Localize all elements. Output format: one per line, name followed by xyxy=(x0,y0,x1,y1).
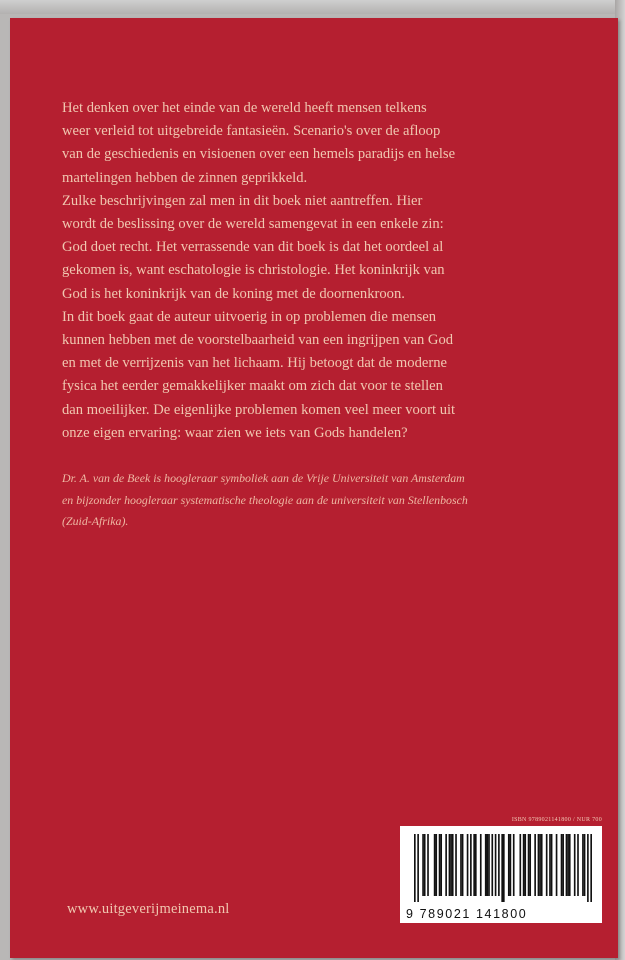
bio-line: Dr. A. van de Beek is hoogleraar symboliek aan de Vrije Universiteit van Amsterdam xyxy=(62,471,465,485)
barcode-bar xyxy=(434,834,436,896)
blurb-line: weer verleid tot uitgebreide fantasieën. Scenario's over de afloop xyxy=(62,123,441,140)
blurb-line: dan moeilijker. De eigenlijke problemen komen veel meer voort uit xyxy=(62,401,456,418)
barcode-bar xyxy=(590,834,592,902)
barcode-bar xyxy=(513,834,515,896)
barcode-bar xyxy=(455,834,457,896)
page-edge-top xyxy=(0,0,625,14)
barcode-bar xyxy=(562,834,564,896)
blurb-line: wordt de beslissing over de wereld samengevat in een enkele zin: xyxy=(62,216,444,233)
blurb-text xyxy=(62,97,602,445)
blurb-line: martelingen hebben de zinnen geprikkeld. xyxy=(62,169,308,186)
barcode-bar xyxy=(541,834,543,896)
barcode-bar xyxy=(501,834,503,902)
author-bio xyxy=(62,468,607,533)
barcode-bar xyxy=(424,834,426,896)
barcode-bar xyxy=(467,834,469,896)
barcode-bar xyxy=(508,834,510,896)
barcode-bar xyxy=(452,834,454,896)
barcode-bar xyxy=(577,834,579,896)
barcode-bar xyxy=(414,834,416,902)
barcode-bar xyxy=(549,834,551,896)
barcode-bar xyxy=(427,834,429,896)
barcode-bar xyxy=(574,834,576,896)
blurb-line: kunnen hebben met de voorstelbaarheid van een ingrijpen van God xyxy=(62,332,454,349)
barcode-bar xyxy=(566,834,568,896)
barcode-bar xyxy=(529,834,531,896)
barcode-bar xyxy=(439,834,441,896)
barcode-bar xyxy=(498,834,500,896)
barcode-bar xyxy=(519,834,521,896)
blurb-line: fysica het eerder gemakkelijker maakt om zich dat voor te stellen xyxy=(62,378,443,395)
barcode-bar xyxy=(556,834,558,896)
barcode-bar xyxy=(546,834,548,896)
barcode-bar xyxy=(538,834,540,896)
barcode-bar xyxy=(473,834,475,896)
blurb-line: onze eigen ervaring: waar zien we iets van Gods handelen? xyxy=(62,424,408,441)
blurb-line: en met de verrijzenis van het lichaam. Hij betoogt dat de moderne xyxy=(62,355,447,372)
barcode-bar xyxy=(567,834,569,896)
barcode-bar xyxy=(551,834,553,896)
blurb-line: In dit boek gaat de auteur uitvoerig in op problemen die mensen xyxy=(62,308,437,325)
bio-line: en bijzonder hoogleraar systematische theologie aan de universiteit van Stellenbosch xyxy=(62,492,468,507)
barcode-bar xyxy=(480,834,482,896)
barcode-bar xyxy=(475,834,477,896)
barcode xyxy=(400,826,602,923)
barcode-bar xyxy=(495,834,497,896)
blurb-line: van de geschiedenis en visioenen over een hemels paradijs en helse xyxy=(62,146,456,163)
barcode-bar xyxy=(470,834,472,896)
barcode-bar xyxy=(523,834,525,896)
barcode-bar xyxy=(491,834,493,896)
barcode-bar xyxy=(524,834,526,896)
barcode-bar xyxy=(587,834,589,902)
barcode-bar xyxy=(440,834,442,896)
barcode-bar xyxy=(539,834,541,896)
barcode-bar xyxy=(417,834,419,902)
blurb-line: Het denken over het einde van de wereld heeft mensen telkens xyxy=(62,100,427,116)
blurb-line: gekomen is, want eschatologie is christologie. Het koninkrijk van xyxy=(62,262,445,279)
barcode-bar xyxy=(462,834,464,896)
barcode-bar xyxy=(445,834,447,896)
barcode-bar xyxy=(435,834,437,896)
barcode-bar xyxy=(487,834,489,896)
barcode-bars xyxy=(414,834,592,902)
barcode-bar xyxy=(503,834,505,902)
publisher-website[interactable]: www.uitgeverijmeinema.nl xyxy=(67,901,230,917)
barcode-bar xyxy=(528,834,530,896)
barcode-bar xyxy=(460,834,462,896)
barcode-bar xyxy=(582,834,584,896)
barcode-bar xyxy=(561,834,563,896)
barcode-bar xyxy=(449,834,451,896)
barcode-bar xyxy=(450,834,452,896)
blurb-line: God is het koninkrijk van de koning met de doornenkroon. xyxy=(62,285,405,302)
blurb-line: Zulke beschrijvingen zal men in dit boek niet aantreffen. Hier xyxy=(62,192,423,209)
blurb-line: God doet recht. Het verrassende van dit boek is dat het oordeel al xyxy=(62,239,444,256)
barcode-digits: 9 789021 141800 xyxy=(406,907,528,921)
bio-line: (Zuid-Afrika). xyxy=(62,514,129,528)
barcode-bar xyxy=(488,834,490,896)
barcode-bar xyxy=(510,834,512,896)
barcode-bar xyxy=(422,834,424,896)
barcode-bar xyxy=(485,834,487,896)
barcode-bar xyxy=(584,834,586,896)
barcode-bar xyxy=(569,834,571,896)
barcode-bar xyxy=(534,834,536,896)
isbn-line: ISBN 9789021141800 / NUR 700 xyxy=(511,817,602,823)
